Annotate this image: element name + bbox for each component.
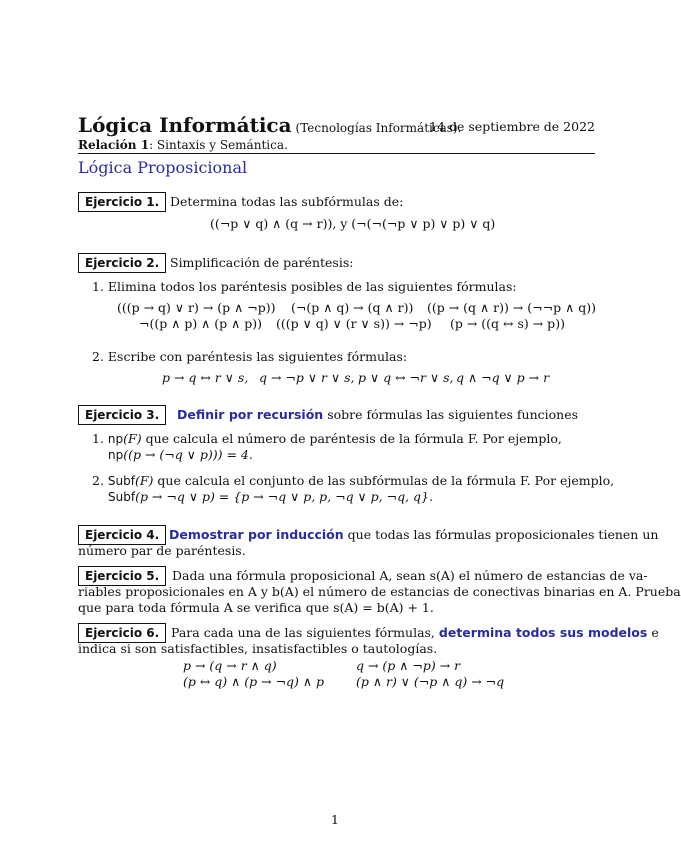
formula: p ∨ q ↔ ¬r ∨ s,: [358, 370, 454, 385]
exercise-3-text: Definir por recursión sobre fórmulas las siguientes funciones: [177, 407, 579, 422]
exercise-4: [78, 525, 166, 545]
relation-text: : Sintaxis y Semántica.: [149, 138, 288, 152]
exercise-1-text: Determina todas las subfórmulas de:: [170, 194, 404, 209]
exercise-6-line-2: indica si son satisfactibles, insatisfactibles o tautologías.: [78, 641, 438, 656]
exercise-1: [78, 192, 166, 212]
exercise-6: [78, 623, 166, 643]
exercise-label: Ejercicio 4.: [78, 525, 166, 545]
formula: (p ∧ r) ∨ (¬p ∧ q) → ¬q: [356, 674, 505, 689]
formula: (((p → q) ∨ r) → (p ∧ ¬p)): [117, 300, 276, 315]
exercise-4-highlight: Demostrar por inducción: [169, 527, 344, 542]
page-title: Lógica Informática: [78, 113, 292, 137]
exercise-4-text-line-2: número par de paréntesis.: [78, 543, 246, 558]
exercise-3: [78, 405, 166, 425]
relation-label: Relación 1: [78, 138, 150, 152]
header-divider: [78, 153, 595, 154]
exercise-3-item-1-example: np((p → (¬q ∨ p))) = 4.: [108, 447, 253, 462]
exercise-5-line-1: Dada una fórmula proposicional A, sean s(A) el número de estancias de va-: [172, 568, 648, 583]
formula: p → (q → r ∧ q): [183, 658, 277, 673]
exercise-label: Ejercicio 1.: [78, 192, 166, 212]
exercise-label: Ejercicio 5.: [78, 566, 166, 586]
formula: (p → ((q ↔ s) → p)): [450, 316, 565, 331]
date: 14 de septiembre de 2022: [429, 119, 595, 134]
exercise-4-text: Demostrar por inducción que todas las fórmulas proposicionales tienen un: [169, 527, 659, 542]
exercise-3-item-1: 1. np(F) que calcula el número de paréntesis de la fórmula F. Por ejemplo,: [92, 431, 562, 446]
exercise-6-text: Para cada una de las siguientes fórmulas, determina todos sus modelos e: [171, 625, 659, 640]
page-number: 1: [331, 812, 339, 827]
formula: ((p → (q ∧ r)) → (¬¬p ∧ q)): [427, 300, 596, 315]
header-title-row: [78, 113, 461, 137]
exercise-3-item-2: 2. Subf(F) que calcula el conjunto de las subfórmulas de la fórmula F. Por ejemplo,: [92, 473, 615, 488]
exercise-6-highlight: determina todos sus modelos: [438, 625, 648, 640]
exercise-1-formula: ((¬p ∨ q) ∧ (q → r)), y (¬(¬(¬p ∨ p) ∨ p) ∨ q): [210, 216, 496, 231]
exercise-3-highlight: Definir por recursión: [177, 407, 324, 422]
page-subtitle: (Tecnologías Informáticas).: [295, 121, 462, 135]
formula: ¬((p ∧ p) ∧ (p ∧ p)): [139, 316, 263, 331]
formula: q → (p ∧ ¬p) → r: [356, 658, 461, 673]
formula: (((p ∨ q) ∨ (r ∨ s)) → ¬p): [276, 316, 432, 331]
formula: (¬(p ∧ q) → (q ∧ r)): [291, 300, 414, 315]
exercise-label: Ejercicio 3.: [78, 405, 166, 425]
exercise-label: Ejercicio 2.: [78, 253, 166, 273]
exercise-2-item-1: 1. Elimina todos los paréntesis posibles de las siguientes fórmulas:: [92, 279, 517, 294]
section-title: Lógica Proposicional: [78, 158, 248, 177]
formula: p → q ↔ r ∨ s,: [162, 370, 249, 385]
exercise-2-text: Simplificación de paréntesis:: [170, 255, 354, 270]
formula: (p ↔ q) ∧ (p → ¬q) ∧ p: [183, 674, 325, 689]
exercise-5: [78, 566, 166, 586]
formula: q ∧ ¬q ∨ p → r: [456, 370, 550, 385]
formula: q → ¬p ∨ r ∨ s,: [259, 370, 355, 385]
exercise-label: Ejercicio 6.: [78, 623, 166, 643]
exercise-2: [78, 253, 166, 273]
exercise-5-line-3: que para toda fórmula A se verifica que s(A) = b(A) + 1.: [78, 600, 434, 615]
exercise-2-item-2: 2. Escribe con paréntesis las siguientes fórmulas:: [92, 349, 408, 364]
exercise-5-line-2: riables proposicionales en A y b(A) el número de estancias de conectivas binarias en A. Prueba: [78, 584, 681, 599]
relation-line: [78, 138, 288, 152]
exercise-3-item-2-example: Subf(p → ¬q ∨ p) = {p → ¬q ∨ p, p, ¬q ∨ p, ¬q, q}.: [108, 489, 433, 504]
